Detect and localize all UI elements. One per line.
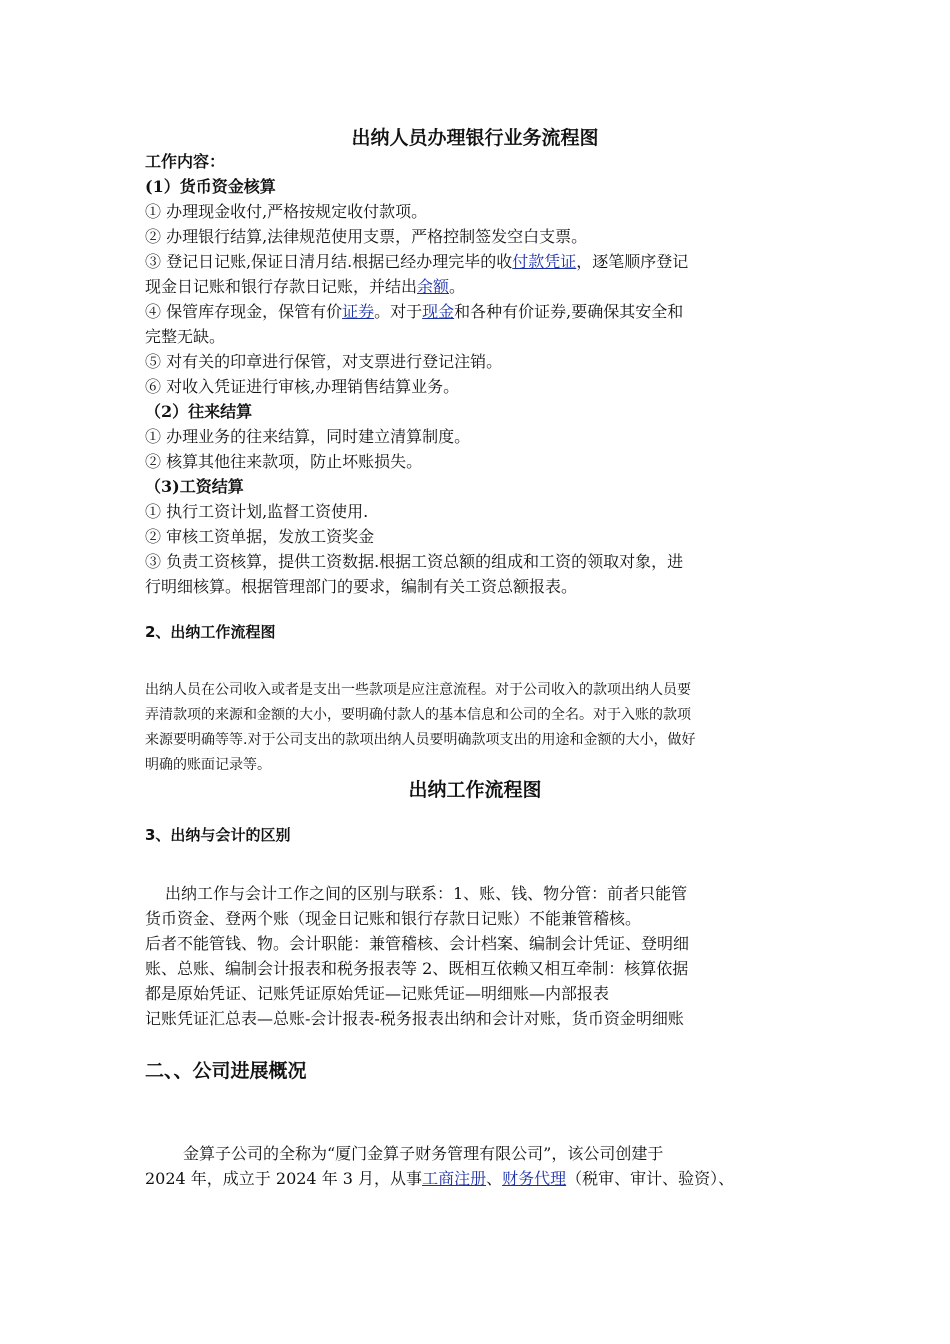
list-item: ① 执行工资计划,监督工资使用.: [145, 502, 369, 521]
paragraph-line: 货币资金、登两个账（现金日记账和银行存款日记账）不能兼管稽核。: [145, 909, 642, 928]
paragraph-line: 账、总账、编制会计报表和税务报表等 2、既相互依赖又相互牵制：核算依据: [145, 959, 689, 978]
list-item-text: 。: [449, 277, 466, 296]
list-item-text: ，逐笔顺序登记: [576, 252, 689, 271]
paragraph-text: 2024 年，成立于 2024 年 3 月，从事: [145, 1169, 423, 1188]
list-item: 行明细核算。根据管理部门的要求，编制有关工资总额报表。: [145, 577, 578, 596]
list-item: ② 审核工资单据，发放工资奖金: [145, 527, 375, 546]
list-item: [145, 300, 683, 324]
list-item: ② 核算其他往来款项，防止坏账损失。: [145, 452, 423, 471]
list-item-text: 。对于: [374, 302, 423, 321]
paragraph-line: 都是原始凭证、记账凭证原始凭证—记账凭证—明细账—内部报表: [145, 984, 610, 1003]
section-heading-payroll: （3)工资结算: [145, 477, 244, 496]
link-securities[interactable]: 证券: [342, 302, 375, 321]
section-heading-company-overview: 二、、公司进展概况: [145, 1060, 307, 1082]
paragraph-line: 出纳人员在公司收入或者是支出一些款项是应注意流程。对于公司收入的款项出纳人员要: [145, 682, 691, 698]
list-item-text: ④ 保管库存现金，保管有价: [145, 302, 343, 321]
list-item-text: ③ 登记日记账,保证日清月结.根据已经办理完毕的收: [145, 252, 513, 271]
list-item: 完整无缺。: [145, 327, 226, 346]
list-item: ② 办理银行结算,法律规范使用支票，严格控制签发空白支票。: [145, 227, 588, 246]
section-heading-cashier-vs-accounting: 3、出纳与会计的区别: [145, 826, 291, 844]
list-item: ① 办理业务的往来结算，同时建立清算制度。: [145, 427, 471, 446]
paragraph-text: （税审、审计、验资）、: [566, 1169, 735, 1188]
cashier-flow-title: 出纳工作流程图: [408, 779, 542, 801]
paragraph-line: [145, 1167, 734, 1191]
section-heading-accounts: （2）往来结算: [145, 402, 253, 421]
link-financial-agency[interactable]: 财务代理: [502, 1169, 567, 1188]
link-balance[interactable]: 余额: [417, 277, 450, 296]
paragraph-line: 记账凭证汇总表—总账-会计报表-税务报表出纳和会计对账，货币资金明细账: [145, 1009, 684, 1028]
document-title: 出纳人员办理银行业务流程图: [351, 127, 599, 149]
paragraph-line: 来源要明确等等.对于公司支出的款项出纳人员要明确款项支出的用途和金额的大小，做好: [145, 732, 696, 748]
paragraph-line: 后者不能管钱、物。会计职能：兼管稽核、会计档案、编制会计凭证、登明细: [145, 934, 690, 953]
list-item: [145, 275, 465, 299]
list-item: ③ 负责工资核算，提供工资数据.根据工资总额的组成和工资的领取对象，进: [145, 552, 684, 571]
link-payment-voucher[interactable]: 付款凭证: [512, 252, 577, 271]
paragraph-line: 金算子公司的全称为“厦门金算子财务管理有限公司”，该公司创建于: [183, 1144, 664, 1163]
list-item: [145, 250, 688, 274]
section-heading-cash: (1）货币资金核算: [145, 177, 276, 196]
list-item: ① 办理现金收付,严格按规定收付款项。: [145, 202, 428, 221]
paragraph-line: 弄清款项的来源和金额的大小，要明确付款人的基本信息和公司的全名。对于入账的款项: [145, 707, 691, 723]
list-item-text: 和各种有价证券,要确保其安全和: [454, 302, 684, 321]
section-heading-cashier-flow: 2、出纳工作流程图: [145, 623, 276, 641]
work-content-label: 工作内容：: [145, 152, 226, 171]
list-item-text: 现金日记账和银行存款日记账，并结出: [145, 277, 418, 296]
link-business-registration[interactable]: 工商注册: [422, 1169, 487, 1188]
paragraph-text: 、: [486, 1169, 503, 1188]
paragraph-line: 明确的账面记录等。: [145, 757, 271, 773]
list-item: ⑥ 对收入凭证进行审核,办理销售结算业务。: [145, 377, 460, 396]
link-cash[interactable]: 现金: [422, 302, 455, 321]
paragraph-line: 出纳工作与会计工作之间的区别与联系：1、账、钱、物分管：前者只能管: [165, 884, 688, 903]
list-item: ⑤ 对有关的印章进行保管，对支票进行登记注销。: [145, 352, 503, 371]
